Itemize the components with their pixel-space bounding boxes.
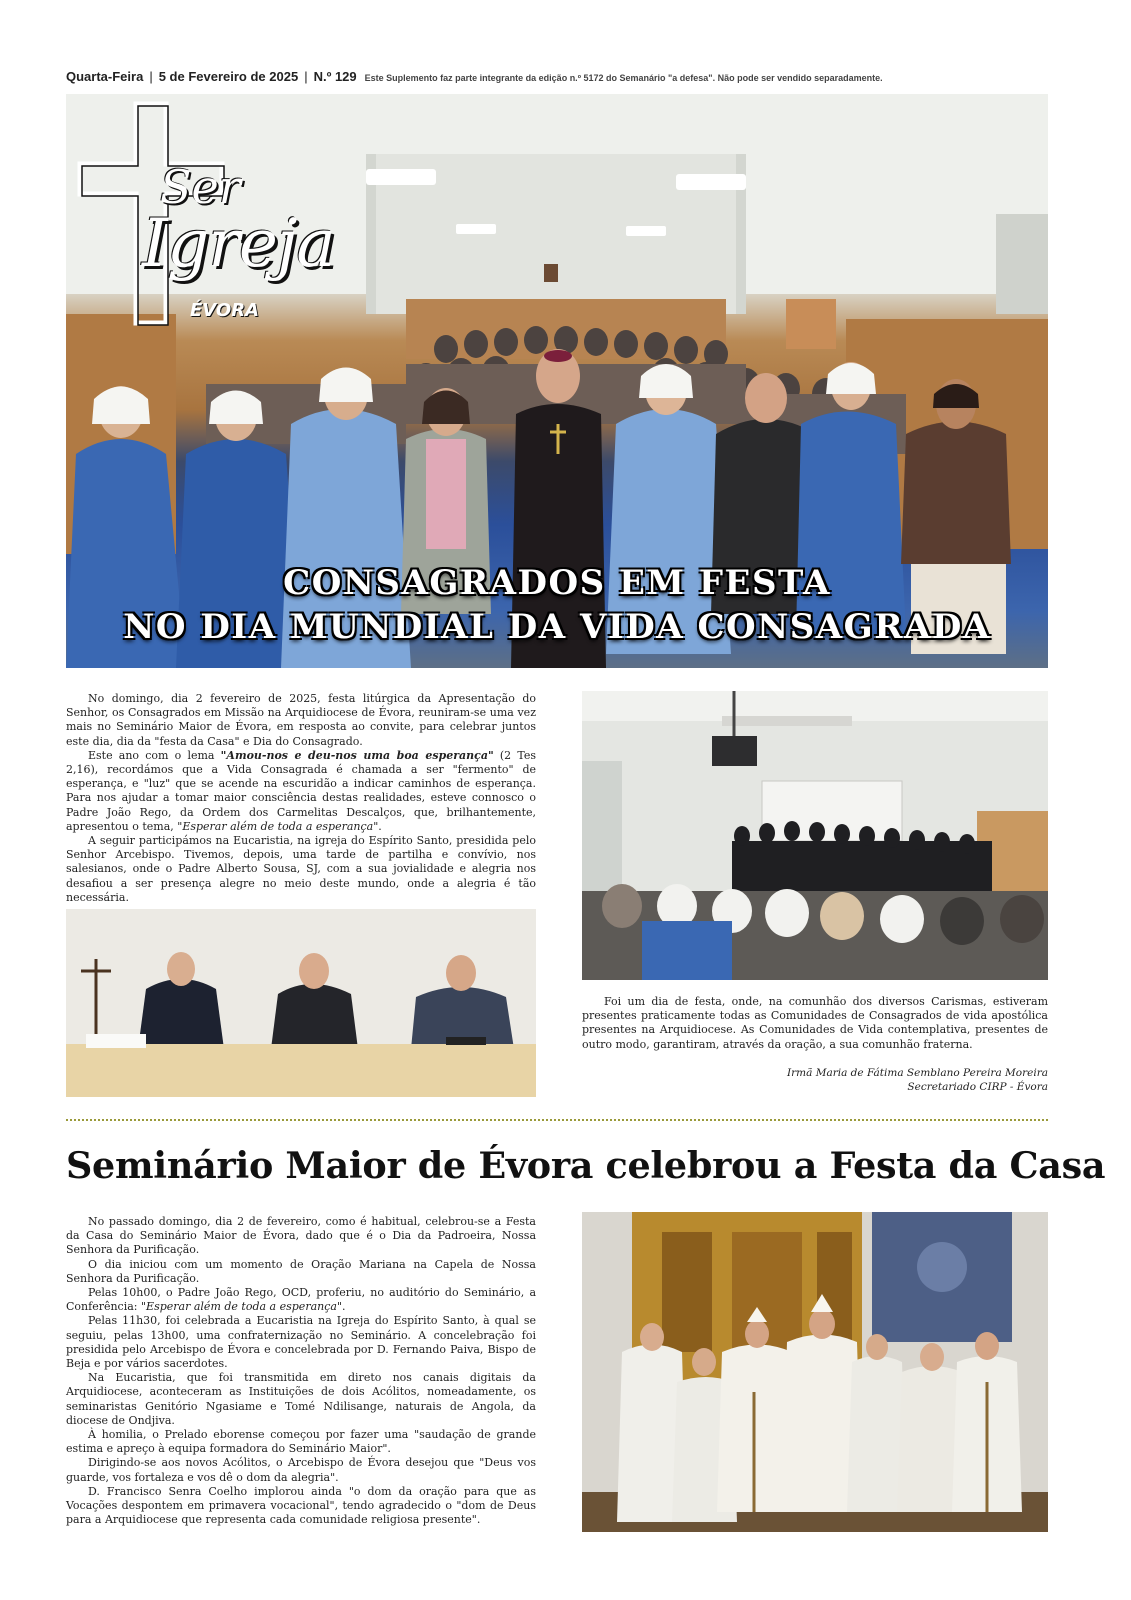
article1-paragraph: No domingo, dia 2 fevereiro de 2025, festa litúrgica da Apresentação do Senhor, os Consagrados em Missão na Arquidiocese de Évora, reuniram-se uma vez mais no Seminário Maior de Évora, em resposta ao convite, para celebrar juntos este dia, dia da "festa da Casa" e Dia do Consagrado. xyxy=(66,692,536,748)
table xyxy=(66,1044,536,1097)
article2-paragraph: No passado domingo, dia 2 de fevereiro, como é habitual, celebrou-se a Festa da Casa do Seminário Maior de Évora, dado que é o Dia da Padroeira, Nossa Senhora da Purificação. xyxy=(66,1215,536,1257)
photo-altar-ceremony xyxy=(582,1212,1048,1532)
conference-room-illustration xyxy=(582,691,1048,980)
article2-body xyxy=(66,1215,536,1527)
speaker-table-illustration xyxy=(66,909,536,1097)
article1-paragraph: Foi um dia de festa, onde, na comunhão dos diversos Carismas, estiveram presentes praticamente todas as Comunidades de Consagrados de vida apostólica presentes na Arquidiocese. As Comunidades de Vida contemplativa, presentes de outro modo, garantiram, através da oração, a sua comunhão fraterna. xyxy=(582,995,1048,1051)
article2-paragraph: O dia iniciou com um momento de Oração Mariana na Capela de Nossa Senhora da Purificação. xyxy=(66,1257,536,1285)
header-separator: | xyxy=(149,69,153,84)
signature-role: Secretariado CIRP - Évora xyxy=(907,1081,1048,1093)
ceiling-light xyxy=(456,224,496,234)
article2-paragraph: À homilia, o Prelado eborense começou por fazer uma "saudação de grande estima e apreço à equipa formadora do Seminário Maior". xyxy=(66,1428,536,1456)
text-run: . xyxy=(378,819,382,833)
signature-name: Irmã Maria de Fátima Semblano Pereira Moreira xyxy=(786,1067,1048,1079)
conference-theme: "Esperar além de toda a esperança" xyxy=(177,819,379,833)
wall-picture xyxy=(544,264,558,282)
article2-headline: Seminário Maior de Évora celebrou a Festa da Casa xyxy=(66,1144,1106,1187)
speaker-left xyxy=(138,979,224,1049)
conference-theme: "Esperar além de toda a esperança" xyxy=(141,1300,342,1314)
ceiling-light xyxy=(366,169,436,185)
article2-paragraph: Dirigindo-se aos novos Acólitos, o Arcebispo de Évora desejou que "Deus vos guarde, vos fortaleza e vos dê o dom da alegria". xyxy=(66,1456,536,1484)
hero-headline-line2: NO DIA MUNDIAL DA VIDA CONSAGRADA xyxy=(123,607,991,647)
papers xyxy=(86,1034,146,1048)
door xyxy=(786,299,836,349)
azulejo-medallion xyxy=(917,1242,967,1292)
issue-day: Quarta-Feira xyxy=(66,69,144,84)
altar-ceremony-illustration xyxy=(582,1212,1048,1532)
tablet xyxy=(446,1037,486,1045)
text-run: . xyxy=(342,1300,346,1314)
text-run: (2 Tes 2,16), recordámos que a Vida Consagrada é chamada a ser "fermento" de esperança, e "luz" que se acende na escuridão a indicar caminhos de esperança. Para nos ajudar a tomar maior consciência destas realidades, esteve connosco o Padre João Rego, da Ordem dos Carmelitas Descalços, que, brilhantemente, apresentou o tema, xyxy=(66,748,536,833)
audience xyxy=(582,884,1048,980)
text-run: Pelas 10h00, o Padre João Rego, OCD, proferiu, no auditório do Seminário, a Conferência: xyxy=(66,1286,536,1314)
speaker-center xyxy=(271,984,358,1049)
text-run: Este ano com o lema xyxy=(88,748,221,762)
section-divider xyxy=(66,1119,1048,1121)
supplement-note: Este Suplemento faz parte integrante da edição n.º 5172 do Semanário "a defesa". Não pode ser vendido separadamente. xyxy=(364,73,883,83)
speaker-left-head xyxy=(167,952,195,986)
article1-continuation xyxy=(582,995,1048,1052)
photo-conference-room xyxy=(582,691,1048,980)
photo-speaker-table xyxy=(66,909,536,1097)
ceiling-light xyxy=(676,174,746,190)
article2-paragraph: D. Francisco Senra Coelho implorou ainda "o dom da oração para que as Vocações despontem em primavera vocacional", tendo agradecido o "dom de Deus para a Arquidiocese que representa cada comunidade religiosa presente". xyxy=(66,1484,536,1527)
ceiling-light xyxy=(626,226,666,236)
issue-number: N.º 129 xyxy=(313,69,357,84)
article2-paragraph: Pelas 11h30, foi celebrada a Eucaristia na Igreja do Espírito Santo, à qual se seguiu, pelas 13h00, uma confraternização no Seminário. A concelebração foi presidida pelo Arcebispo de Évora e concelebrada por D. Fernando Paiva, Bispo de Beja e por vários sacerdotes. xyxy=(66,1314,536,1371)
masthead-evora: ÉVORA xyxy=(190,300,260,321)
motto: "Amou-nos e deu-nos uma boa esperança" xyxy=(220,748,494,762)
projection-screen xyxy=(762,781,902,841)
altarpiece-niche xyxy=(662,1232,712,1352)
header-separator: | xyxy=(304,69,308,84)
article1-signature xyxy=(582,1066,1048,1094)
hero-headline-line1: CONSAGRADOS EM FESTA xyxy=(283,563,831,603)
article1-paragraph: A seguir participámos na Eucaristia, na igreja do Espírito Santo, presidida pelo Senhor Arcebispo. Tivemos, depois, uma tarde de partilha e convívio, nos salesianos, onde o Padre Alberto Sousa, SJ, com a sua jovialidade e alegria nos desafiou a ser presença alegre no meio deste mundo, onde a alegria é tão necessária. xyxy=(66,834,536,904)
air-conditioner xyxy=(722,716,852,726)
speaker-right-head xyxy=(446,955,476,991)
article1-body xyxy=(66,692,536,905)
projector xyxy=(712,736,757,766)
article1-paragraph xyxy=(66,749,536,834)
article2-paragraph xyxy=(66,1286,536,1314)
masthead-igreja: Igreja xyxy=(142,205,335,282)
masthead-ser: Ser xyxy=(160,160,241,214)
speaker-center-head xyxy=(299,953,329,989)
window xyxy=(996,214,1048,314)
issue-date: 5 de Fevereiro de 2025 xyxy=(158,69,299,84)
article2-paragraph: Na Eucaristia, que foi transmitida em direto nos canais digitais da Arquidiocese, aconteceram as Instituições de dois Acólitos, nomeadamente, os seminaristas Genitório Ngasiame e Tomé Ndilisange, naturais de Angola, da diocese de Ondjiva. xyxy=(66,1371,536,1427)
issue-header xyxy=(66,66,1056,84)
